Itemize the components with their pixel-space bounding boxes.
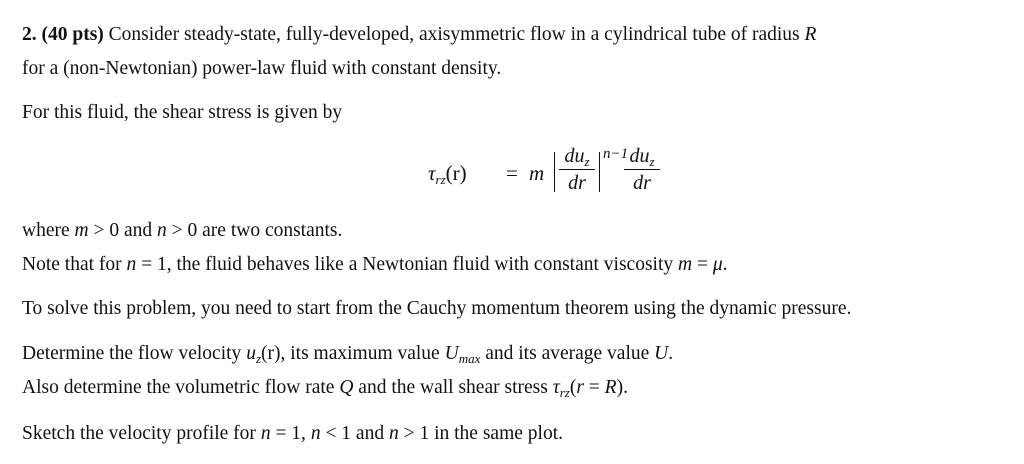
determine1-text-c: and its average value bbox=[485, 343, 650, 364]
newtonian-m: m bbox=[678, 254, 693, 275]
sketch-text-a: Sketch the velocity profile for bbox=[22, 423, 256, 444]
tau-arg-r: r bbox=[576, 377, 584, 398]
uavg-symbol: U bbox=[654, 343, 669, 364]
constants-line bbox=[22, 219, 342, 243]
wall-shear-expression bbox=[553, 377, 570, 398]
determine2-text-b: and the wall shear stress bbox=[358, 377, 548, 398]
problem-text-2: for a (non-Newtonian) power-law fluid with constant density. bbox=[22, 58, 502, 79]
sketch-line bbox=[22, 422, 563, 446]
determine1-text-a: Determine the flow velocity bbox=[22, 343, 242, 364]
problem-text: Consider steady-state, fully-developed, axisymmetric flow in a cylindrical tube of radius bbox=[108, 24, 800, 45]
eq-lhs bbox=[428, 161, 467, 186]
newtonian-mu: μ bbox=[712, 254, 723, 275]
newtonian-line bbox=[22, 253, 728, 277]
uz-sub: z bbox=[255, 351, 261, 366]
newtonian-prefix: Note that for bbox=[22, 254, 122, 275]
abs-bar-left bbox=[554, 152, 555, 192]
umax-expression bbox=[445, 343, 481, 364]
tau-arg: (r) bbox=[445, 161, 467, 185]
frac2-den: dr bbox=[633, 172, 651, 194]
cauchy-text: To solve this problem, you need to start from the Cauchy momentum theorem using the dynamic pressure. bbox=[22, 298, 852, 319]
newtonian-eq: = bbox=[696, 254, 708, 275]
problem-statement-line-2 bbox=[22, 57, 501, 81]
problem-number: 2. bbox=[22, 24, 37, 45]
tau-arg-open: ( bbox=[569, 377, 577, 398]
cauchy-line bbox=[22, 297, 851, 321]
determine-velocity-line bbox=[22, 342, 673, 366]
eq-coef: m bbox=[529, 161, 545, 185]
sketch-n1: n bbox=[260, 423, 271, 444]
newtonian-text: = 1, the fluid behaves like a Newtonian fluid with constant viscosity bbox=[141, 254, 674, 275]
tau-symbol: τ bbox=[428, 161, 436, 185]
derivative-fraction bbox=[624, 145, 660, 194]
determine1-suffix: . bbox=[668, 343, 674, 364]
determine1-text-b: , its maximum value bbox=[280, 343, 440, 364]
uz-symbol: u bbox=[246, 343, 256, 364]
newtonian-suffix: . bbox=[722, 254, 728, 275]
tau-wall-sub: rz bbox=[559, 385, 570, 400]
determine-flowrate-line bbox=[22, 376, 628, 400]
constants-n-cond: > 0 are two constants. bbox=[171, 220, 343, 241]
sketch-c2: < 1 and bbox=[325, 423, 385, 444]
constants-m-cond: > 0 and bbox=[93, 220, 153, 241]
eq-equals: = bbox=[506, 161, 518, 185]
radius-var: R bbox=[804, 24, 817, 45]
tau-wall-symbol: τ bbox=[552, 377, 560, 398]
abs-bar-right bbox=[599, 152, 600, 192]
problem-statement-line-1 bbox=[22, 23, 816, 47]
tau-arg-close: ). bbox=[616, 377, 628, 398]
frac-den: dr bbox=[568, 172, 586, 194]
uz-expression bbox=[246, 343, 280, 364]
sketch-c1: = 1, bbox=[275, 423, 306, 444]
abs-fraction bbox=[559, 145, 595, 194]
frac2-num: du bbox=[629, 145, 650, 167]
constants-m: m bbox=[74, 220, 89, 241]
sketch-n2: n bbox=[310, 423, 321, 444]
problem-points: (40 pts) bbox=[41, 24, 104, 45]
constants-prefix: where bbox=[22, 220, 70, 241]
sketch-c3: > 1 in the same plot. bbox=[403, 423, 563, 444]
frac-num: du bbox=[564, 145, 585, 167]
tau-arg-eq: = bbox=[588, 377, 600, 398]
newtonian-n: n bbox=[126, 254, 137, 275]
umax-sub: max bbox=[458, 351, 481, 366]
eq-exponent: n−1 bbox=[603, 146, 629, 162]
shear-stress-equation bbox=[428, 142, 688, 202]
frac-num-sub: z bbox=[584, 154, 590, 169]
q-symbol: Q bbox=[339, 377, 354, 398]
tau-sub: rz bbox=[435, 172, 446, 187]
tau-arg-R: R bbox=[604, 377, 617, 398]
uz-arg: (r) bbox=[261, 343, 281, 364]
sketch-n3: n bbox=[388, 423, 399, 444]
intro-text: For this fluid, the shear stress is given by bbox=[22, 102, 343, 123]
intro-line bbox=[22, 101, 342, 125]
constants-n: n bbox=[157, 220, 167, 241]
umax-symbol: U bbox=[444, 343, 459, 364]
determine2-text-a: Also determine the volumetric flow rate bbox=[22, 377, 335, 398]
frac2-num-sub: z bbox=[649, 154, 655, 169]
